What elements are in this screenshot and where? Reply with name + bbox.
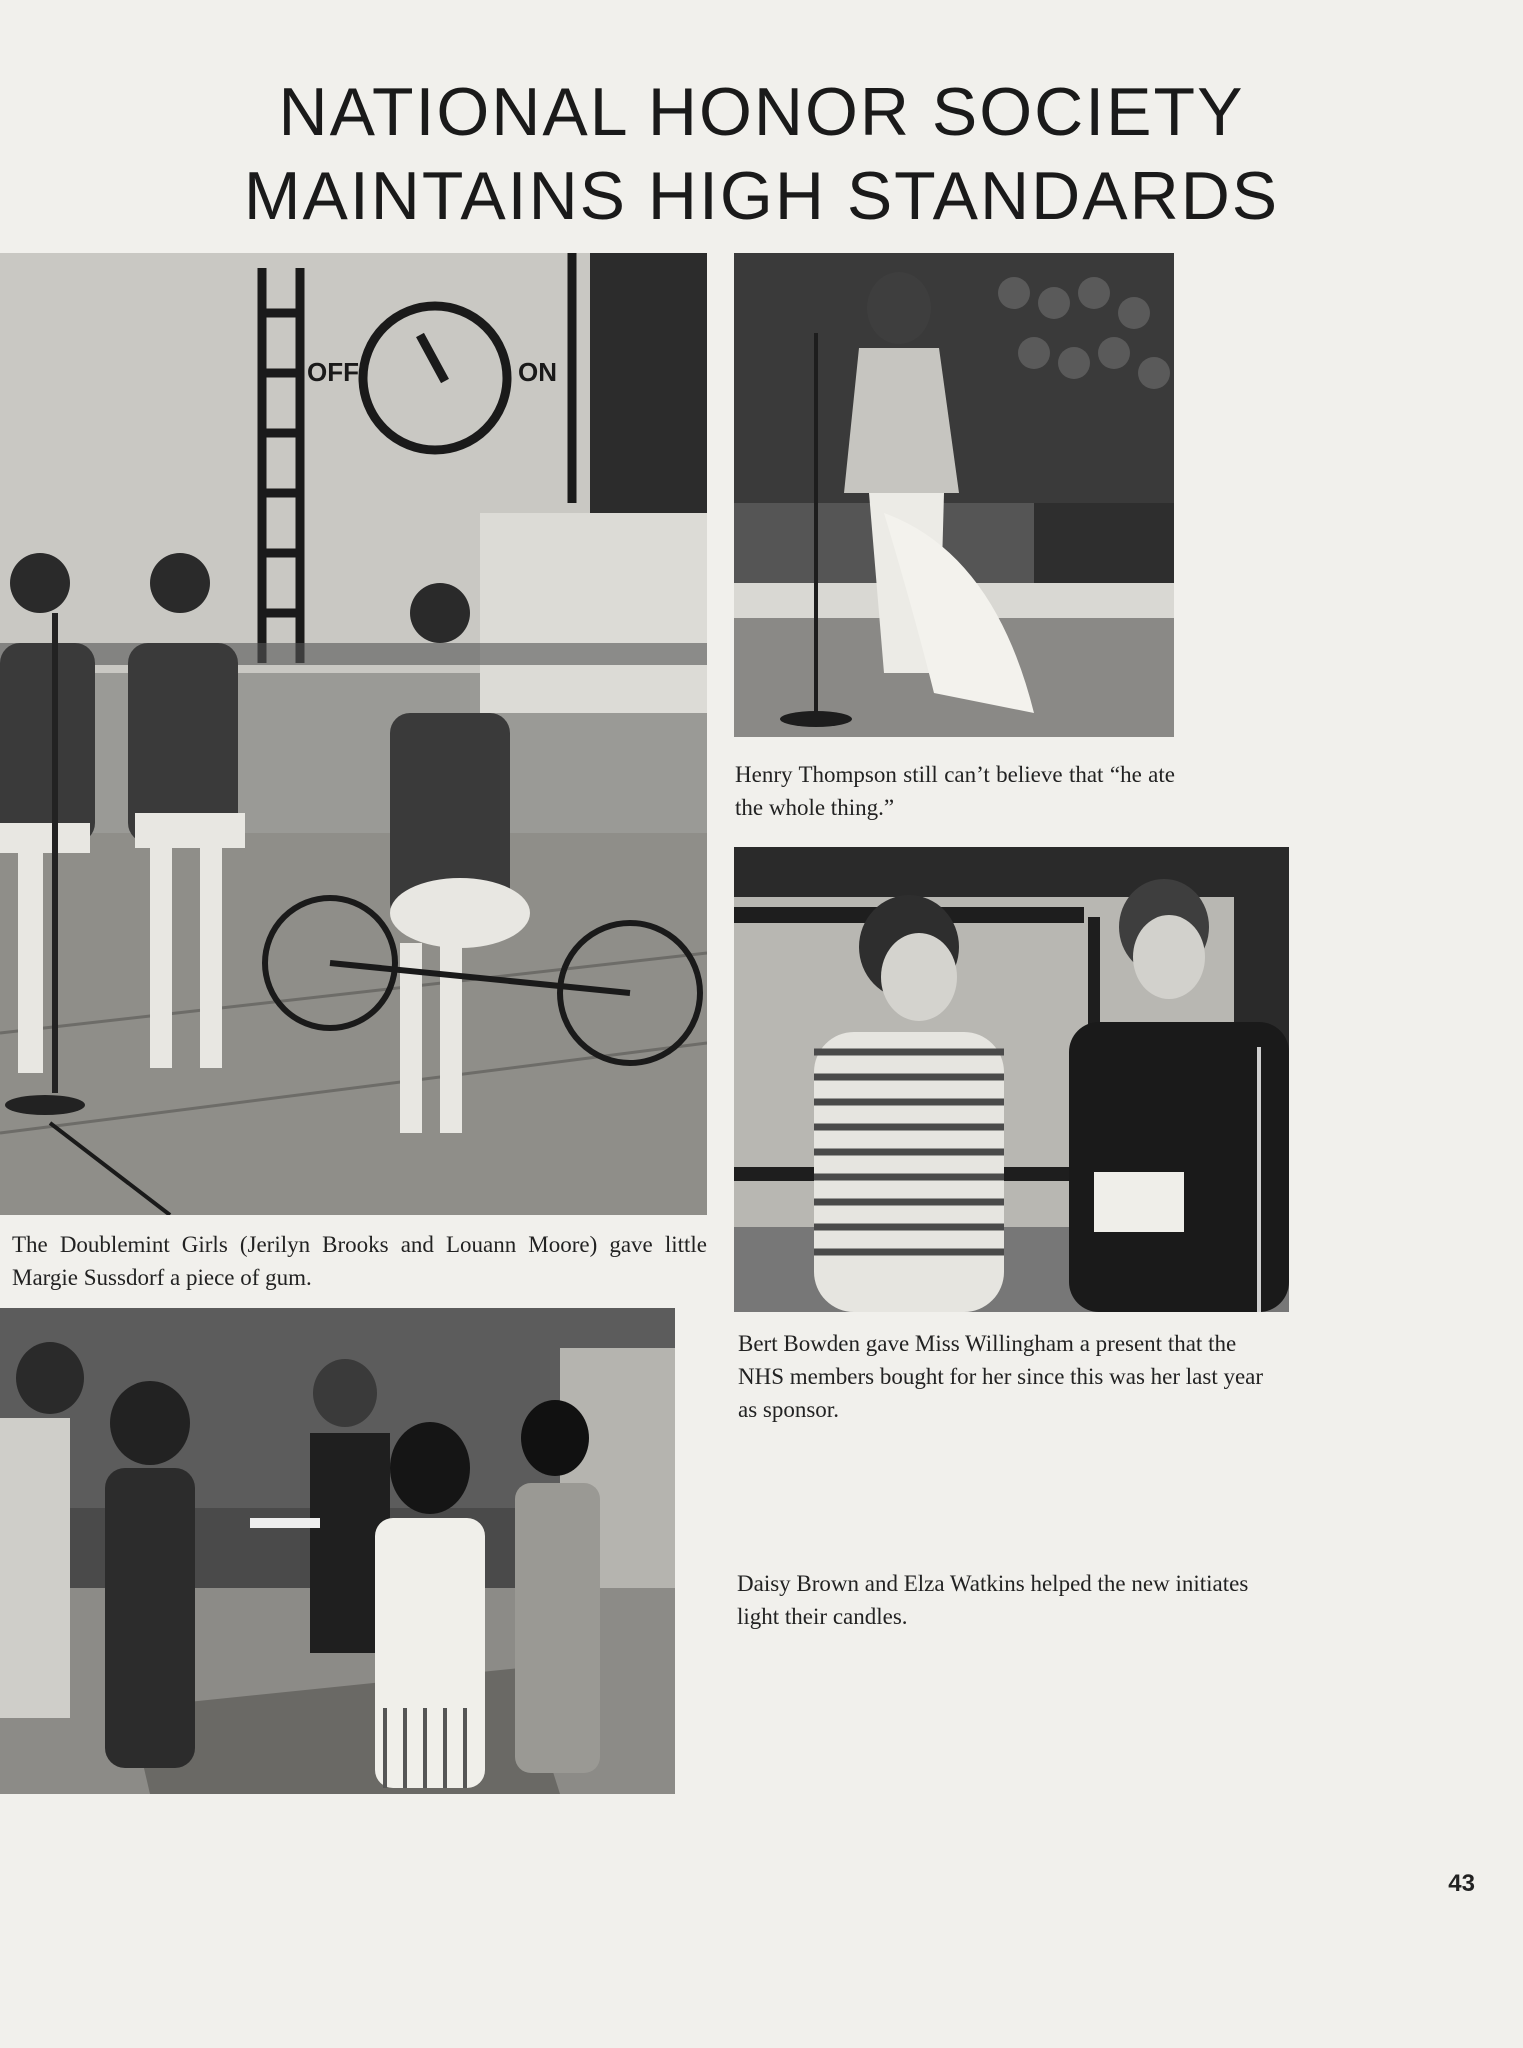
page-number: 43 — [1448, 1870, 1475, 1897]
photo-candle-lighting — [0, 1308, 675, 1794]
sign-off-text: OFF — [307, 357, 359, 387]
page-title — [0, 70, 1523, 238]
photo-bert-bowden — [734, 847, 1289, 1312]
photo-doublemint-girls — [0, 253, 707, 1215]
title-line-2: MAINTAINS HIGH STANDARDS — [243, 158, 1280, 234]
caption-daisy-brown: Daisy Brown and Elza Watkins helped the new initiates light their candles. — [737, 1571, 1249, 1629]
caption-bert-bowden: Bert Bowden gave Miss Willingham a present that the NHS members bought for her since this was her last year as sponsor. — [738, 1331, 1264, 1422]
photo-henry-thompson — [734, 253, 1174, 737]
sign-on-text: ON — [518, 357, 557, 387]
caption-doublemint-girls: The Doublemint Girls (Jerilyn Brooks and Louann Moore) gave little Margie Sussdorf a piece of gum. — [12, 1232, 707, 1290]
title-line-1: NATIONAL HONOR SOCIETY — [278, 74, 1245, 150]
caption-henry-thompson: Henry Thompson still can’t believe that “he ate the whole thing.” — [735, 762, 1175, 820]
